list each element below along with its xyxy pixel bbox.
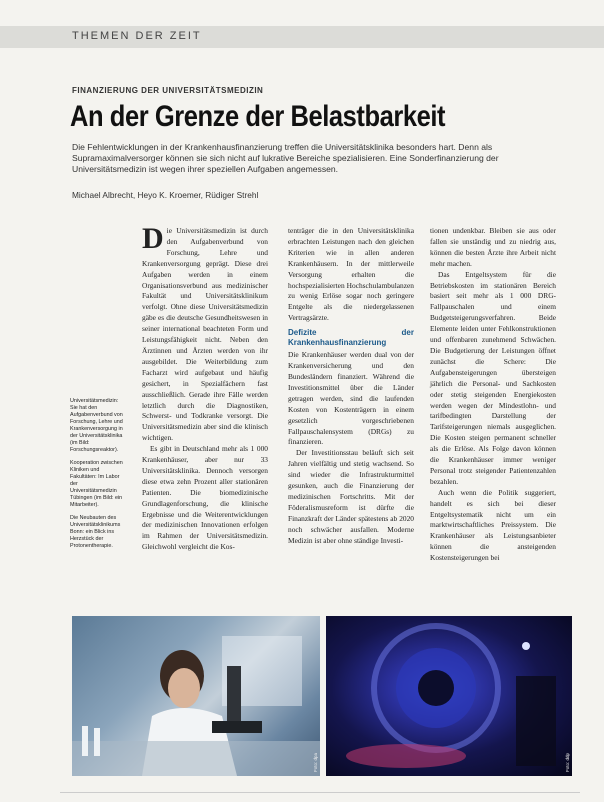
- caption-column: [70, 398, 124, 556]
- body-column-3: [430, 226, 556, 564]
- lab-photo: [72, 616, 320, 776]
- equipment-photo-illustration: [326, 616, 572, 776]
- article-title: An der Grenze der Belastbarkeit: [70, 100, 446, 133]
- caption-1: Universitätsmedizin: Sie hat den Aufgabenverbund von Forschung, Lehre und Krankenversorgung in der Universitätsklinika (im Bild: Forschungsreaktor).: [70, 398, 123, 453]
- section-subhead: Defizite der Krankenhausfinanzierung: [288, 328, 414, 348]
- paragraph: tionen undenkbar. Bleiben sie aus oder fallen sie unständig und zu niedrig aus, können die besten Ärzte ihre Arbeit nicht mehr machen.: [430, 226, 556, 268]
- body-column-2: [288, 226, 414, 546]
- paragraph: Es gibt in Deutschland mehr als 1 000 Krankenhäuser, aber nur 33 Universitätsklinika. Dennoch versorgen diese etwa zehn Prozent aller stationären Patienten. Die biomedizinische Grundlagenforschung, die klinische Ergebnisse und die Weiterentwicklungen der medizinischen Innovationen erfolgen im Rahmen der Universitätsmedizin. Gleichwohl vergleicht die Kos-: [142, 444, 268, 552]
- photo-credit: Foto: ddp: [565, 752, 570, 772]
- paragraph: ie Universitätsmedizin ist durch den Aufgabenverbund von Forschung, Lehre und Krankenversorgung geprägt. Diese drei Aufgaben werden in einem Organisationsverbund aus medizinischer Fakultät und Universitätsklinikum verfolgt. Ohne diese Universitätsmedizin gäbe es die deutsche Gesundheitswesen in seiner international beachteten Form und Leistungsfähigkeit nicht. Neben den Ärztinnen und Ärzten werden von ihr ausgebildet. Die Weiterbildung zum Facharzt wird aufgebaut und häufig gesichert, in Spezialfächern fast ausschließlich. Gerade ihre Fälle werden letztlich durch die Diagnostiken, Schwerst- und Todkranke versorgt. Die Universitätsmedizin aber sind die klinisch wichtigen.: [142, 226, 268, 443]
- paragraph: Auch wenn die Politik suggeriert, handelt es sich bei dieser Entgeltsystematik nicht um ein marktwirtschaftliches Preissystem. Die Krankenhäuser als Leistungsanbieter können die ansteigenden Kostensteigerungen bei: [430, 487, 556, 563]
- paragraph: Das Entgeltsystem für die Betriebskosten im stationären Bereich basiert seit mehr als 1 000 DRG-Fallpauschalen und einem Budgetsteigerungsverfahren. Beide Elemente leiden unter Fehlkonstruktionen und offenbaren zunehmend Schwächen. Die Budgetierung der Leistungen öffnet zunächst die Schere: Die Aufgabensteigerungen übersteigen jährlich die Personal- und Sachkosten oder stetig steigenden Energiekosten werden wegen der Mindestlohn- und tarifbedingten Darstellung der Tarifsteigerungen niemals ausgeglichen. Die Kosten steigen permanent schneller als die Erlöse. Als Folge davon können die Krankenhäuser immer weniger Personal trotz steigender Patientenzahlen bezahlen.: [430, 269, 556, 486]
- body-column-1: [142, 222, 268, 553]
- lab-photo-illustration: [72, 616, 320, 776]
- article-kicker: FINANZIERUNG DER UNIVERSITÄTSMEDIZIN: [72, 86, 264, 95]
- footer-rule: [60, 792, 580, 793]
- section-label: THEMEN DER ZEIT: [72, 30, 202, 42]
- paragraph: Der Investitionsstau beläuft sich seit Jahren vielfältig und stetig wachsend. So sind wieder die Infrastrukturmittel gesunken, auch die Finanzierung der medizinischen Fortschritts. Mit der Föderalismusreform ist dürfte die Finanzkraft der Länder spätestens ab 2020 noch schwächer ausfallen. Moderne Medizin ist aber ohne ständige Investi-: [288, 448, 414, 545]
- caption-3: Die Neubauten des Universitätsklinikums Bonn: ein Blick ins Herzstück der Protonentherapie.: [70, 515, 121, 549]
- paragraph: Die Krankenhäuser werden dual von der Krankenversicherung und den Bundesländern finanziert. Während die Investitionsmittel über die Länder getragen werden, sind die laufenden Kosten von Kostenträgern in einem gesetzlich vorgeschriebenen Fallpauschalensystem (DRGs) zu finanzieren.: [288, 350, 414, 447]
- article-lead: Die Fehlentwicklungen in der Krankenhausfinanzierung treffen die Universitätsklinika besonders hart. Denn als Supramaximalversorger können sie sich nicht auf lukrative Bereiche spezialisieren. Eine Sonderfinanzierung der Universitätsmedizin ist wegen ihrer speziellen Aufgaben angemessen.: [72, 142, 499, 174]
- caption-2: Kooperation zwischen Kliniken und Fakultäten: Im Labor der Universitätsmedizin Tübingen (im Bild: ein Mitarbeiter).: [70, 460, 123, 508]
- article-authors: Michael Albrecht, Heyo K. Kroemer, Rüdiger Strehl: [72, 190, 259, 200]
- photo-credit: Foto: dpa: [313, 752, 318, 772]
- drop-cap: D: [142, 222, 164, 255]
- equipment-photo: [326, 616, 572, 776]
- paragraph: tenträger die in den Universitätsklinika erbrachten Leistungen nach den gleichen Kriterien wie in allen anderen Krankenhäusern. In der mittlerweile Versorgung erhalten die hochspezialisierten Hochschulambulanzen zu wenig Erlöse sogar noch geringere Entgelte als die niedergelassenen Vertragsärzte.: [288, 226, 414, 323]
